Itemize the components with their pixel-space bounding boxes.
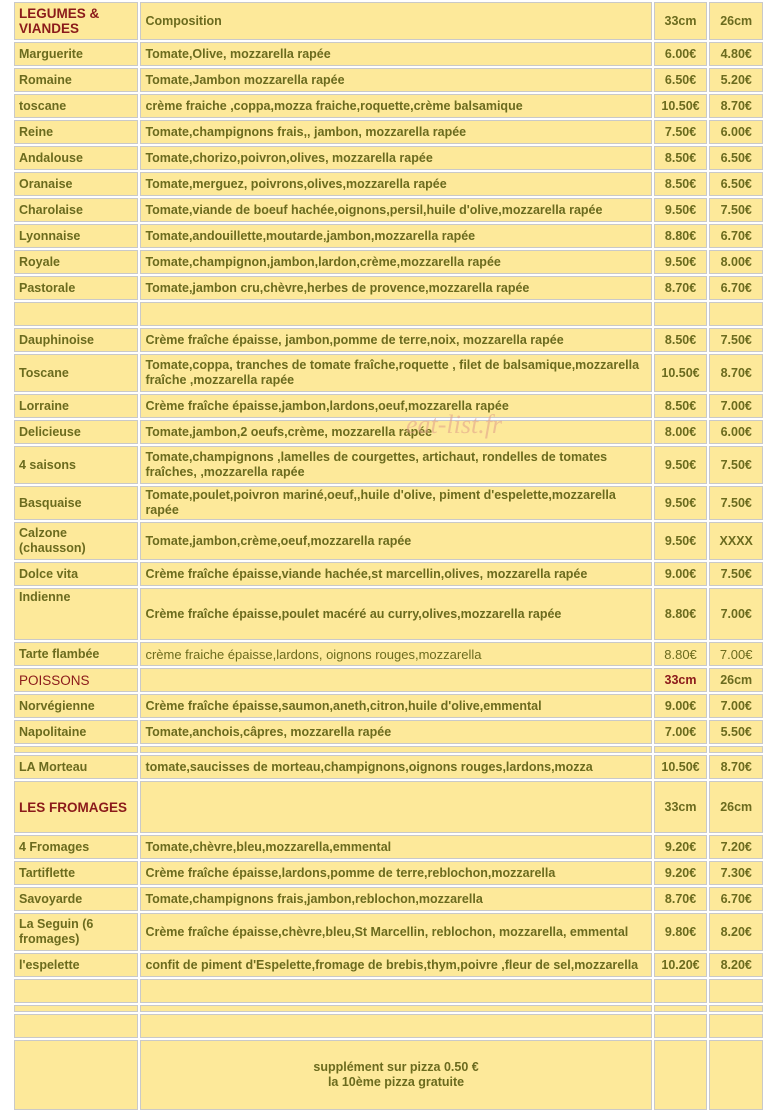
price-33cm: 7.50€ bbox=[654, 120, 708, 144]
price-26cm: 5.20€ bbox=[709, 68, 763, 92]
price-33cm: 6.50€ bbox=[654, 68, 708, 92]
price-26cm: 6.70€ bbox=[709, 276, 763, 300]
empty-cell bbox=[654, 979, 708, 1003]
pizza-menu-table bbox=[12, 0, 765, 1112]
size-33-header: 33cm bbox=[654, 781, 708, 833]
price-26cm: 7.00€ bbox=[709, 642, 763, 666]
pizza-name: Lorraine bbox=[14, 394, 138, 418]
pizza-composition: Tomate,chorizo,poivron,olives, mozzarella rapée bbox=[140, 146, 651, 170]
price-26cm: 7.50€ bbox=[709, 486, 763, 520]
footer-note bbox=[140, 1040, 651, 1110]
empty-cell bbox=[14, 1040, 138, 1110]
pizza-name: Norvégienne bbox=[14, 694, 138, 718]
empty-cell bbox=[140, 746, 651, 753]
price-33cm: 9.50€ bbox=[654, 198, 708, 222]
price-26cm: 7.50€ bbox=[709, 328, 763, 352]
pizza-name: Toscane bbox=[14, 354, 138, 392]
pizza-row bbox=[14, 694, 763, 718]
pizza-composition: crème fraiche ,coppa,mozza fraiche,roquette,crème balsamique bbox=[140, 94, 651, 118]
pizza-name: l'espelette bbox=[14, 953, 138, 977]
pizza-name: 4 saisons bbox=[14, 446, 138, 484]
pizza-composition: Tomate,anchois,câpres, mozzarella rapée bbox=[140, 720, 651, 744]
pizza-composition: Tomate,andouillette,moutarde,jambon,mozzarella rapée bbox=[140, 224, 651, 248]
price-26cm: 7.00€ bbox=[709, 394, 763, 418]
price-33cm: 8.50€ bbox=[654, 146, 708, 170]
size-26-header: 26cm bbox=[709, 2, 763, 40]
price-33cm: 9.80€ bbox=[654, 913, 708, 951]
pizza-name: Andalouse bbox=[14, 146, 138, 170]
pizza-name: Dolce vita bbox=[14, 562, 138, 586]
price-33cm: 6.00€ bbox=[654, 42, 708, 66]
pizza-name: LA Morteau bbox=[14, 755, 138, 779]
price-33cm: 10.20€ bbox=[654, 953, 708, 977]
pizza-name: 4 Fromages bbox=[14, 835, 138, 859]
price-33cm: 10.50€ bbox=[654, 94, 708, 118]
header-row bbox=[14, 2, 763, 40]
empty-cell bbox=[140, 979, 651, 1003]
pizza-row bbox=[14, 953, 763, 977]
supplement-text: supplément sur pizza 0.50 € bbox=[313, 1060, 479, 1074]
price-33cm: 8.50€ bbox=[654, 328, 708, 352]
pizza-row bbox=[14, 420, 763, 444]
price-26cm: 6.50€ bbox=[709, 146, 763, 170]
empty-cell bbox=[140, 1014, 651, 1038]
pizza-composition: Crème fraîche épaisse,poulet macéré au curry,olives,mozzarella rapée bbox=[140, 588, 651, 640]
empty-cell bbox=[140, 1005, 651, 1012]
pizza-row bbox=[14, 720, 763, 744]
pizza-row bbox=[14, 755, 763, 779]
pizza-name: Royale bbox=[14, 250, 138, 274]
pizza-name: Reine bbox=[14, 120, 138, 144]
pizza-composition: Crème fraîche épaisse,jambon,lardons,oeuf,mozzarella rapée bbox=[140, 394, 651, 418]
price-33cm: 9.50€ bbox=[654, 486, 708, 520]
price-33cm: 9.00€ bbox=[654, 694, 708, 718]
pizza-row bbox=[14, 354, 763, 392]
pizza-row bbox=[14, 835, 763, 859]
pizza-row bbox=[14, 446, 763, 484]
price-26cm: 8.70€ bbox=[709, 94, 763, 118]
pizza-row bbox=[14, 861, 763, 885]
pizza-composition: Tomate,Jambon mozzarella rapée bbox=[140, 68, 651, 92]
pizza-composition: Tomate,champignon,jambon,lardon,crème,mozzarella rapée bbox=[140, 250, 651, 274]
pizza-name: Dauphinoise bbox=[14, 328, 138, 352]
empty-cell bbox=[709, 1014, 763, 1038]
empty-cell bbox=[709, 979, 763, 1003]
price-33cm: 8.80€ bbox=[654, 588, 708, 640]
size-33-header: 33cm bbox=[654, 2, 708, 40]
section-row-poissons bbox=[14, 668, 763, 692]
section-title-poissons: POISSONS bbox=[14, 668, 138, 692]
spacer-row bbox=[14, 746, 763, 753]
empty-cell bbox=[14, 302, 138, 326]
pizza-name: Romaine bbox=[14, 68, 138, 92]
price-33cm: 10.50€ bbox=[654, 755, 708, 779]
price-33cm: 9.50€ bbox=[654, 250, 708, 274]
pizza-row bbox=[14, 146, 763, 170]
empty-cell bbox=[14, 1014, 138, 1038]
pizza-composition: crème fraiche épaisse,lardons, oignons rouges,mozzarella bbox=[140, 642, 651, 666]
price-26cm: 7.50€ bbox=[709, 198, 763, 222]
price-33cm: 8.70€ bbox=[654, 887, 708, 911]
pizza-composition: Tomate,Olive, mozzarella rapée bbox=[140, 42, 651, 66]
watermark: eat-list.fr bbox=[406, 410, 503, 439]
pizza-row bbox=[14, 486, 763, 520]
price-26cm: 6.00€ bbox=[709, 420, 763, 444]
pizza-row bbox=[14, 887, 763, 911]
empty-cell bbox=[709, 746, 763, 753]
pizza-row bbox=[14, 562, 763, 586]
empty-cell bbox=[654, 1005, 708, 1012]
size-33-header: 33cm bbox=[654, 668, 708, 692]
price-33cm: 8.50€ bbox=[654, 394, 708, 418]
pizza-composition: tomate,saucisses de morteau,champignons,oignons rouges,lardons,mozza bbox=[140, 755, 651, 779]
price-26cm: 6.70€ bbox=[709, 224, 763, 248]
pizza-composition: Tomate,coppa, tranches de tomate fraîche,roquette , filet de balsamique,mozzarella fraîche ,mozzarella rapée bbox=[140, 354, 651, 392]
price-26cm: 8.20€ bbox=[709, 913, 763, 951]
empty-cell bbox=[14, 979, 138, 1003]
pizza-row bbox=[14, 642, 763, 666]
pizza-name: Oranaise bbox=[14, 172, 138, 196]
pizza-row bbox=[14, 250, 763, 274]
section-title-legumes: LEGUMES & VIANDES bbox=[14, 2, 138, 40]
price-33cm: 9.20€ bbox=[654, 861, 708, 885]
price-26cm: 8.00€ bbox=[709, 250, 763, 274]
spacer-row bbox=[14, 302, 763, 326]
pizza-name: Savoyarde bbox=[14, 887, 138, 911]
price-33cm: 10.50€ bbox=[654, 354, 708, 392]
price-26cm: 4.80€ bbox=[709, 42, 763, 66]
price-26cm: 7.00€ bbox=[709, 694, 763, 718]
empty-cell bbox=[140, 302, 651, 326]
pizza-row bbox=[14, 198, 763, 222]
empty-cell bbox=[709, 1005, 763, 1012]
empty-cell bbox=[14, 746, 138, 753]
pizza-name: Pastorale bbox=[14, 276, 138, 300]
pizza-row bbox=[14, 224, 763, 248]
pizza-row bbox=[14, 68, 763, 92]
empty-cell bbox=[654, 302, 708, 326]
pizza-row bbox=[14, 120, 763, 144]
price-26cm: 7.30€ bbox=[709, 861, 763, 885]
spacer-row bbox=[14, 979, 763, 1003]
pizza-row bbox=[14, 172, 763, 196]
pizza-composition: Tomate,chèvre,bleu,mozzarella,emmental bbox=[140, 835, 651, 859]
pizza-row bbox=[14, 522, 763, 560]
pizza-composition: Tomate,viande de boeuf hachée,oignons,persil,huile d'olive,mozzarella rapée bbox=[140, 198, 651, 222]
price-33cm: 8.80€ bbox=[654, 224, 708, 248]
pizza-row bbox=[14, 328, 763, 352]
spacer-row bbox=[14, 1005, 763, 1012]
pizza-composition: Tomate,jambon cru,chèvre,herbes de provence,mozzarella rapée bbox=[140, 276, 651, 300]
pizza-row bbox=[14, 42, 763, 66]
free-pizza-text: la 10ème pizza gratuite bbox=[327, 1075, 465, 1089]
price-33cm: 9.50€ bbox=[654, 446, 708, 484]
pizza-composition: Crème fraîche épaisse,lardons,pomme de terre,reblochon,mozzarella bbox=[140, 861, 651, 885]
pizza-composition: Tomate,champignons frais,jambon,reblochon,mozzarella bbox=[140, 887, 651, 911]
price-26cm: 7.00€ bbox=[709, 588, 763, 640]
price-33cm: 7.00€ bbox=[654, 720, 708, 744]
price-26cm: 6.70€ bbox=[709, 887, 763, 911]
pizza-row bbox=[14, 276, 763, 300]
pizza-name: Basquaise bbox=[14, 486, 138, 520]
pizza-row bbox=[14, 588, 763, 640]
footer-row bbox=[14, 1040, 763, 1110]
empty-cell bbox=[654, 1040, 708, 1110]
section-title-fromages: LES FROMAGES bbox=[14, 781, 138, 833]
pizza-composition: Crème fraîche épaisse,saumon,aneth,citron,huile d'olive,emmental bbox=[140, 694, 651, 718]
pizza-name: Tartiflette bbox=[14, 861, 138, 885]
price-33cm: 8.70€ bbox=[654, 276, 708, 300]
empty-cell bbox=[654, 1014, 708, 1038]
pizza-name: Delicieuse bbox=[14, 420, 138, 444]
price-26cm: 5.50€ bbox=[709, 720, 763, 744]
price-26cm: XXXX bbox=[709, 522, 763, 560]
price-26cm: 8.70€ bbox=[709, 755, 763, 779]
pizza-composition: Tomate,poulet,poivron mariné,oeuf,,huile d'olive, piment d'espelette,mozzarella rapée bbox=[140, 486, 651, 520]
pizza-composition: Tomate,champignons frais,, jambon, mozzarella rapée bbox=[140, 120, 651, 144]
pizza-name: Indienne bbox=[14, 588, 138, 640]
pizza-row bbox=[14, 913, 763, 951]
price-26cm: 7.50€ bbox=[709, 446, 763, 484]
pizza-name: Marguerite bbox=[14, 42, 138, 66]
price-33cm: 8.50€ bbox=[654, 172, 708, 196]
spacer-row bbox=[14, 1014, 763, 1038]
price-33cm: 9.20€ bbox=[654, 835, 708, 859]
price-26cm: 8.20€ bbox=[709, 953, 763, 977]
price-33cm: 8.00€ bbox=[654, 420, 708, 444]
pizza-composition: confit de piment d'Espelette,fromage de brebis,thym,poivre ,fleur de sel,mozzarella bbox=[140, 953, 651, 977]
pizza-name: toscane bbox=[14, 94, 138, 118]
pizza-composition: Crème fraîche épaisse, jambon,pomme de terre,noix, mozzarella rapée bbox=[140, 328, 651, 352]
price-26cm: 8.70€ bbox=[709, 354, 763, 392]
pizza-name: Lyonnaise bbox=[14, 224, 138, 248]
pizza-name: Tarte flambée bbox=[14, 642, 138, 666]
pizza-name: Calzone (chausson) bbox=[14, 522, 138, 560]
empty-cell bbox=[709, 302, 763, 326]
price-26cm: 6.00€ bbox=[709, 120, 763, 144]
size-26-header: 26cm bbox=[709, 668, 763, 692]
price-33cm: 9.00€ bbox=[654, 562, 708, 586]
pizza-name: Charolaise bbox=[14, 198, 138, 222]
pizza-name: La Seguin (6 fromages) bbox=[14, 913, 138, 951]
pizza-row bbox=[14, 94, 763, 118]
price-33cm: 9.50€ bbox=[654, 522, 708, 560]
pizza-composition: Crème fraîche épaisse,chèvre,bleu,St Marcellin, reblochon, mozzarella, emmental bbox=[140, 913, 651, 951]
empty-cell bbox=[709, 1040, 763, 1110]
section-row-fromages bbox=[14, 781, 763, 833]
empty-cell bbox=[14, 1005, 138, 1012]
pizza-composition: Crème fraîche épaisse,viande hachée,st marcellin,olives, mozzarella rapée bbox=[140, 562, 651, 586]
empty-cell bbox=[140, 668, 651, 692]
pizza-composition: Tomate,champignons ,lamelles de courgettes, artichaut, rondelles de tomates fraîches, ,mozzarella rapée bbox=[140, 446, 651, 484]
price-26cm: 7.20€ bbox=[709, 835, 763, 859]
pizza-composition: Tomate,jambon,2 oeufs,crème, mozzarella rapée bbox=[140, 420, 651, 444]
pizza-name: Napolitaine bbox=[14, 720, 138, 744]
price-26cm: 7.50€ bbox=[709, 562, 763, 586]
pizza-composition: Tomate,merguez, poivrons,olives,mozzarella rapée bbox=[140, 172, 651, 196]
price-26cm: 6.50€ bbox=[709, 172, 763, 196]
pizza-row bbox=[14, 394, 763, 418]
size-26-header: 26cm bbox=[709, 781, 763, 833]
price-33cm: 8.80€ bbox=[654, 642, 708, 666]
empty-cell bbox=[140, 781, 651, 833]
empty-cell bbox=[654, 746, 708, 753]
composition-header: Composition bbox=[140, 2, 651, 40]
pizza-composition: Tomate,jambon,crème,oeuf,mozzarella rapée bbox=[140, 522, 651, 560]
